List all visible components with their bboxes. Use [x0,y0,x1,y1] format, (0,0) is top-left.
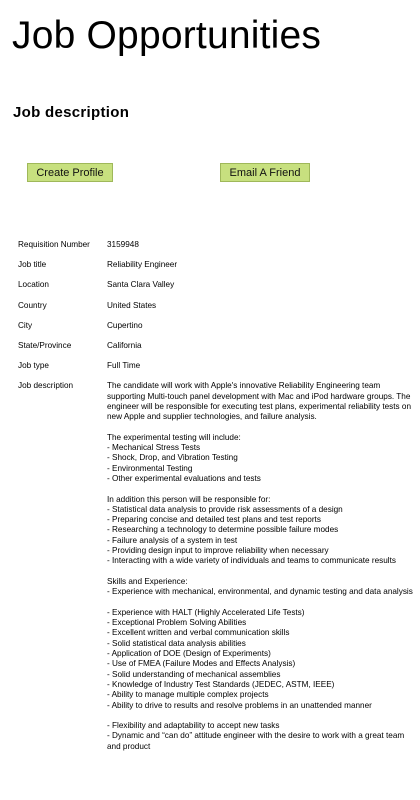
page-title: Job Opportunities [12,14,322,57]
detail-label: Location [18,280,49,290]
final-list [107,721,414,752]
list-item: - Use of FMEA (Failure Modes and Effects Analysis) [107,659,414,669]
detail-value: Reliability Engineer [107,260,178,270]
detail-value: Cupertino [107,320,143,330]
detail-label: Job type [18,361,49,371]
list-item: - Ability to drive to results and resolve problems in an unattended manner [107,701,414,711]
list-item: - Other experimental evaluations and tests [107,474,414,484]
job-details-table [18,240,414,752]
detail-label: City [18,320,33,330]
list-item: - Excellent written and verbal communication skills [107,628,414,638]
list-item: - Solid statistical data analysis abilities [107,639,414,649]
list-item: - Environmental Testing [107,464,414,474]
detail-value: Full Time [107,361,141,371]
list-item: - Knowledge of Industry Test Standards (JEDEC, ASTM, IEEE) [107,680,414,690]
detail-label: Requisition Number [18,240,90,249]
skills-heading: Skills and Experience: [107,576,188,586]
detail-label: Country [18,300,47,310]
detail-row-city [18,321,414,341]
detail-value: California [107,340,142,350]
description-intro: The candidate will work with Apple's innovative Reliability Engineering team supporting Multi-touch panel development with Mac and iPod hardware groups. The engineer will be responsible for executing test plans, experimental reliability tests on new Apple and supplier technologies, and failure analysis. [107,381,412,422]
skills-list [107,608,414,711]
skills-list-block [107,608,414,711]
detail-value: United States [107,300,157,310]
list-item: - Failure analysis of a system in test [107,536,414,546]
detail-value: 3159948 [107,240,139,249]
list-item: - Statistical data analysis to provide risk assessments of a design [107,505,414,515]
section-title: Job description [13,104,130,121]
testing-block [107,433,414,484]
responsibilities-heading: In addition this person will be responsible for: [107,494,271,504]
list-item: - Solid understanding of mechanical assemblies [107,670,414,680]
list-item: - Dynamic and “can do” attitude engineer with the desire to work with a great team and product [107,731,414,752]
detail-row-requisition [18,240,414,260]
list-item: - Flexibility and adaptability to accept new tasks [107,721,414,731]
skills-first-list [107,587,414,597]
detail-value: Santa Clara Valley [107,280,175,290]
list-item: - Researching a technology to determine possible failure modes [107,525,414,535]
detail-row-country [18,301,414,321]
detail-row-job-title [18,260,414,280]
list-item: - Ability to manage multiple complex projects [107,690,414,700]
list-item: - Interacting with a wide variety of individuals and teams to communicate results [107,556,414,566]
skills-block [107,577,414,598]
detail-label: Job description [18,381,74,391]
list-item: - Experience with HALT (Highly Accelerated Life Tests) [107,608,414,618]
detail-label: Job title [18,260,47,270]
detail-row-job-type [18,361,414,381]
list-item: - Application of DOE (Design of Experiments) [107,649,414,659]
responsibilities-block [107,495,414,567]
responsibilities-list [107,505,414,567]
testing-heading: The experimental testing will include: [107,432,241,442]
testing-list [107,443,414,484]
list-item: - Mechanical Stress Tests [107,443,414,453]
list-item: - Shock, Drop, and Vibration Testing [107,453,414,463]
detail-row-location [18,280,414,300]
final-block [107,721,414,752]
list-item: - Experience with mechanical, environmental, and dynamic testing and data analysis [107,587,414,597]
email-friend-button[interactable]: Email A Friend [220,163,310,182]
create-profile-button[interactable]: Create Profile [27,163,113,182]
job-description-text [107,381,414,752]
list-item: - Preparing concise and detailed test plans and test reports [107,515,414,525]
detail-label: State/Province [18,340,72,350]
detail-row-state [18,341,414,361]
list-item: - Providing design input to improve reliability when necessary [107,546,414,556]
detail-row-job-description [18,381,414,752]
list-item: - Exceptional Problem Solving Abilities [107,618,414,628]
